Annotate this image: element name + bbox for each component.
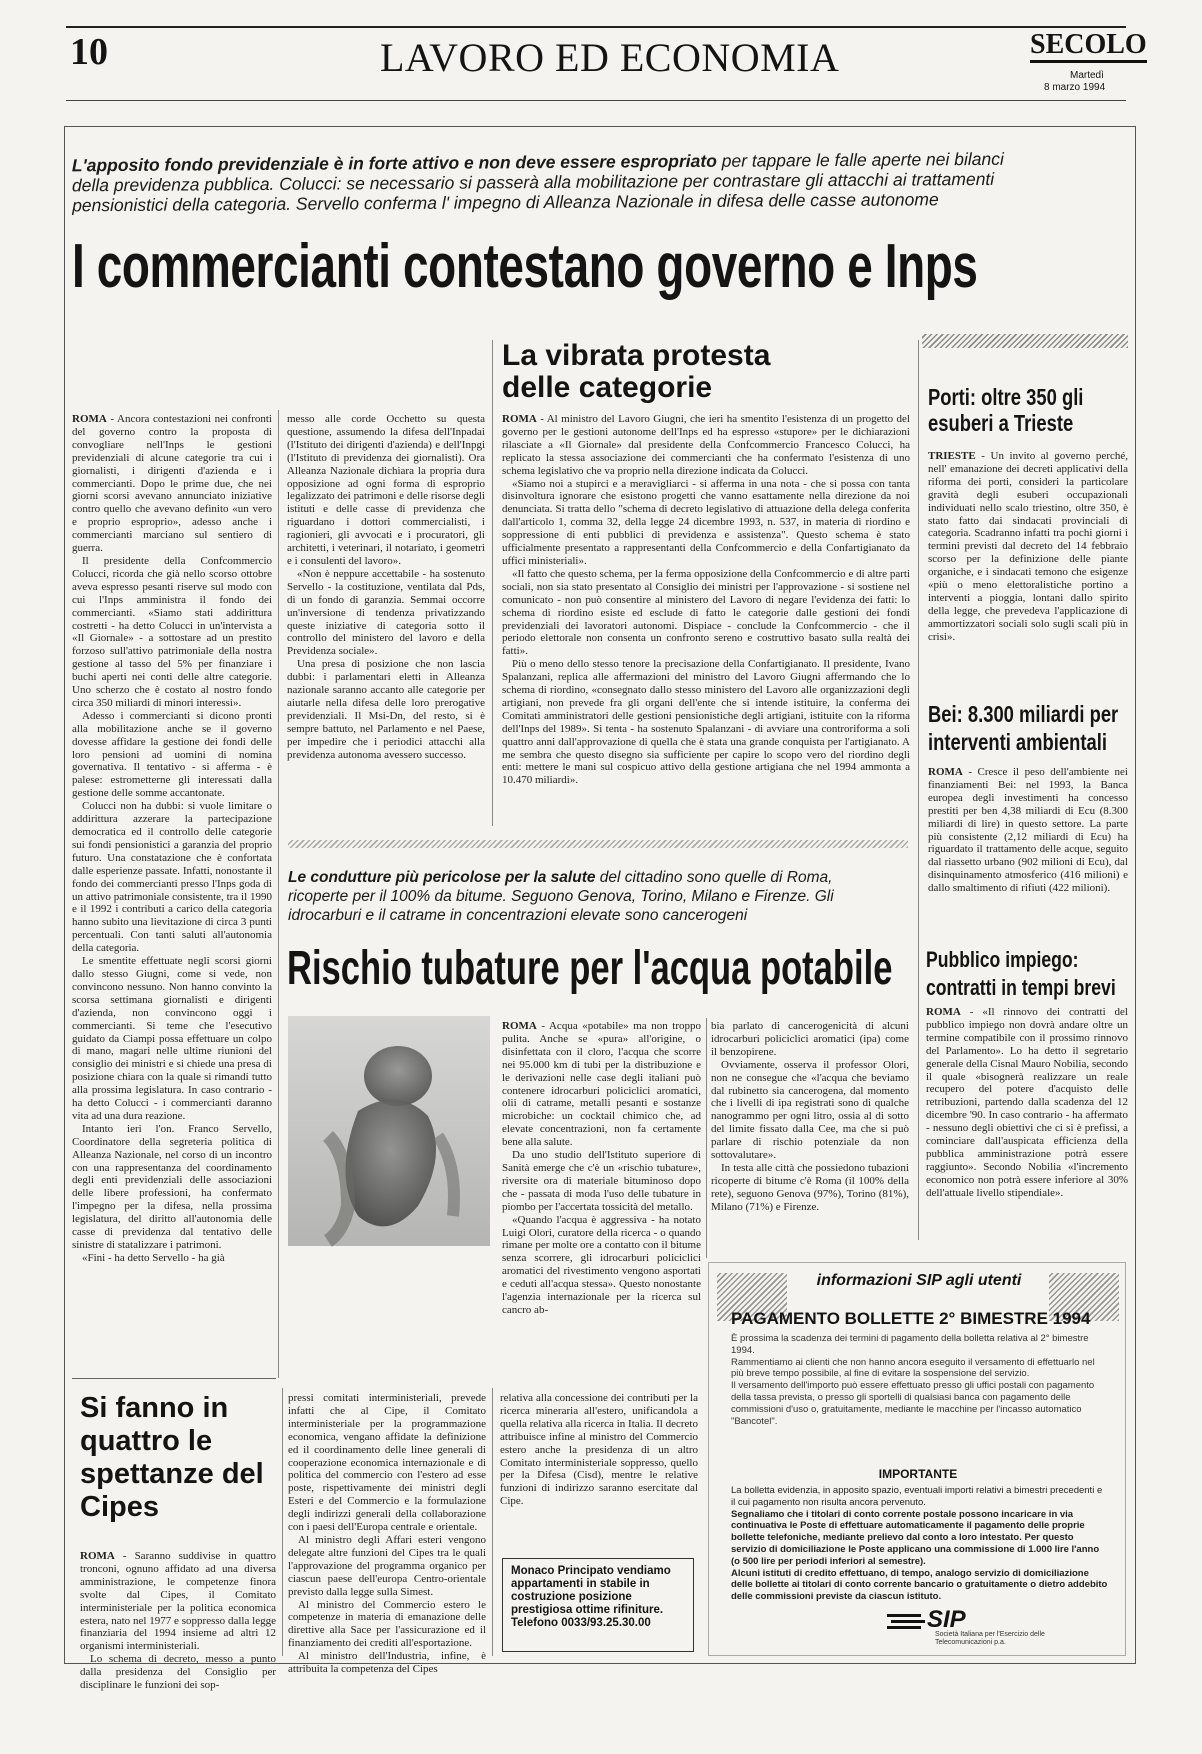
vibrata-body bbox=[502, 413, 910, 823]
tubature-para: ROMA - Acqua «potabile» ma non troppo pulita. Anche se «pura» all'origine, o disinfettata con il cloro, l'acqua che scorre nei 95.000 km di tubi per la distribuzione e le derivazioni nelle case degli italiani può contenere idrocarburi policiclici aromatici, olii di catrame, metalli pesanti e sostanze microbiche: un cocktail chimico che, ad elevate concentrazioni, non fa certamente bene alla salute. bbox=[502, 1020, 701, 1149]
lead-kicker-bold: L'apposito fondo previdenziale è in forte attivo e non deve essere espropriato bbox=[71, 150, 717, 176]
paper-logo: SECOLO bbox=[1030, 30, 1147, 63]
page-number: 10 bbox=[70, 31, 108, 73]
sidebar-rule bbox=[918, 340, 919, 1240]
porti-para: TRIESTE - Un invito al governo perché, nell' emanazione dei decreti applicativi della riforma dei porti, consideri la particolare gravità degli esuberi occupazionali individuati nello scalo triestino, oltre 350, è stato fatto dai sindacati provinciali di categoria. Scadranno infatti tra pochi giorni i termini previsti dal decreto del 14 febbraio scorso per la definizione delle piante organiche, e i sindacati temono che esigenze «più o meno elettoralistiche portino a interventi a pioggia, lontani dallo spirito della legge, che prevedeva l'applicazione di ammortizzatori sociali solo sugli scali più in crisi». bbox=[928, 450, 1128, 643]
vibrata-headline: La vibrata protesta delle categorie bbox=[502, 339, 771, 404]
sip-logo-caption: Società Italiana per l'Esercizio delle Telecomunicazioni p.a. bbox=[935, 1631, 1045, 1646]
bei-body bbox=[928, 766, 1128, 934]
issue-day: Martedì bbox=[1070, 70, 1104, 81]
lead-col1-para: «Fini - ha detto Servello - ha già bbox=[82, 1251, 225, 1264]
sip-important-para: Alcuni istituti di credito effettuano, di tempo, analogo servizio di domiciliazione delle bollette ai titolari di conto corrente bancario o gratuitamente o dietro addebito delle commissioni previste da ciascun istituto. bbox=[731, 1567, 1108, 1603]
vibrata-para: Più o meno dello stesso tenore la precisazione della Confartigianato. Il presidente, Ivano Spalanzani, replica alle affermazioni del ministro del Lavoro Giugni affermando che lo schema di riordino, «consegnato dallo stesso ministero del Lavoro alle organizzazioni degli artigiani, non prevede fra gli organi dell'ente che si intende istituire, la conferma dei Comitati amministratori delle gestioni pensionistiche degli artigiani, istituite con la riforma dell'Inps del 1989». Si tenta - ha sostenuto Spalanzani - di avviare una controriforma a soli quattro anni dall'approvazione di quella che è stata una grande conquista per l'artigianato. A me sembra che questo disegno sia sufficiente per capire lo scopo vero del riordino degli enti: mettere le mani sul cospicuo attivo della gestione artigiana che nel 1994 ammonta a 10.470 miliardi». bbox=[502, 658, 910, 787]
tubature-para: Ovviamente, osserva il professor Olori, non ne consegue che «l'acqua che beviamo dal rubinetto sia cancerogena, dal momento che i livelli di ipa registrati sono di qualche nanogrammo per ogni litro, ossia al di sotto del limite fissato dalla Cee, ma che si può parlare di rischio potenziale da non sottovalutare». bbox=[711, 1058, 909, 1162]
cipes-top-rule bbox=[72, 1378, 276, 1379]
masthead-rule-bottom bbox=[66, 100, 1126, 101]
column-rule bbox=[492, 1388, 493, 1656]
vibrata-para: «Il fatto che questo schema, per la ferma opposizione della Confcommercio e di altre parti sociali, non sia stato presentato al Consiglio dei ministri per l'approvazione - si sostiene nel comunicato - non può consentire al ministero del Lavoro di negare l'evidenza dei fatti: lo schema di riordino esiste ed esclude di fatto le categorie dalle gestioni dei fondi previdenziali dei lavoratori autonomi. Dispiace - conclude la Confcommercio - che il periodo elettorale non consenta un confronto sereno e costruttivo basato sulla realtà dei fatti». bbox=[502, 567, 910, 658]
bei-headline: Bei: 8.300 miliardi per interventi ambientali bbox=[928, 701, 1119, 755]
tubature-rule bbox=[288, 840, 908, 848]
sip-important-label: IMPORTANTE bbox=[878, 1467, 958, 1481]
cipes-para: Al ministro del Commercio estero le competenze in materia di emanazione delle direttive alla Sace per l'assicurazione ed il finanziamento dei crediti all'esportazione. bbox=[288, 1598, 486, 1650]
sip-banner: informazioni SIP agli utenti bbox=[816, 1272, 1022, 1289]
dateline: ROMA bbox=[72, 413, 107, 425]
lead-col1-para: Colucci non ha dubbi: si vuole limitare o addirittura azzerare la partecipazione democratica ed il controllo delle categorie sui fondi pensionistici a garanzia del proprio futuro. Una constatazione che è confortata dalle esperienze passate. Infatti, nonostante il fondo dei commercianti presso l'Inps goda di un attivo patrimoniale consistente, tra il 1990 e il 1992 i contributi a carico della categoria hanno subito una lievitazione di circa 3 punti percentuali. Con tanti saluti all'autonomia della categoria. bbox=[72, 800, 272, 955]
sip-important-para: Segnaliamo che i titolari di conto corrente postale possono incaricare in via continuativa le Poste di effettuare automaticamente il pagamento delle proprie bollette telefoniche, mediante prelievo dal conto a loro intestato. Per questo servizio di domiciliazione le Poste applicano una commissione di 1.000 lire l'anno (o 500 lire per periodi inferiori al semestre). bbox=[731, 1508, 1100, 1567]
sip-intro-para: È prossima la scadenza dei termini di pagamento della bolletta relativa al 2° bimestre 1994. bbox=[731, 1333, 1089, 1356]
tap-water-illustration bbox=[288, 1016, 490, 1246]
tubature-headline: Rischio tubature per l'acqua potabile bbox=[287, 942, 893, 995]
pubblico-headline: Pubblico impiego: contratti in tempi brevi bbox=[926, 947, 1116, 1000]
tubature-column-2 bbox=[711, 1020, 909, 1254]
cipes-para: Lo schema di decreto, messo a punto dalla presidenza del Consiglio per disciplinare le funzioni dei sop- bbox=[80, 1653, 276, 1692]
sip-intro bbox=[731, 1333, 1109, 1427]
sip-logo: SIP bbox=[927, 1606, 966, 1633]
porti-body bbox=[928, 450, 1128, 690]
cipes-para: pressi comitati interministeriali, prevede infatti che al Cipe, il Comitato interministeriale per la programmazione economica, vengano affidate la definizione ed il coordinamento delle linee generali di cooperazione economica internazionale e di politica del commercio con l'estero ad esse poste, rispettivamente dei ministri degli Esteri e del Commercio e la formulazione degli indirizzi generali della collaborazione con i paesi dell'Europa centrale e orientale. bbox=[288, 1392, 486, 1534]
cipes-para: Al ministro dell'Industria, infine, è attribuita la competenza del Cipes bbox=[288, 1650, 486, 1676]
sip-important bbox=[731, 1485, 1109, 1603]
cipes-para: Al ministro degli Affari esteri vengono delegate altre funzioni del Cipes tra le quali l'approvazione del programma organico per ciascun paese dell'europa Centro-orientale previsto dalla legge sulla Simest. bbox=[288, 1533, 486, 1598]
sip-important-para: La bolletta evidenzia, in apposito spazio, eventuali importi relativi a bimestri precedenti e il cui pagamento non risulta ancora pervenuto. bbox=[731, 1485, 1103, 1508]
lead-col2-para: messo alle corde Occhetto su questa questione, assumendo la difesa dell'Inpadai (l'Istituto dei dirigenti d'azienda) e dell'Inpgi (l'Istituto di previdenza dei giornalisti). Ora Alleanza Nazionale dichiara la propria dura opposizione ad ogni forma di esproprio legalizzato dei patrimoni e delle risorse degli istituti e delle casse di previdenza che riguardano i dottori commercialisti, i ragionieri, gli avvocati e i procuratori, gli architetti, i veterinari, il notariato, i geometri e i consulenti del lavoro». bbox=[287, 413, 485, 567]
sidebar-stripe bbox=[922, 334, 1128, 348]
tubature-column-1 bbox=[502, 1020, 701, 1374]
cipes-para: ROMA - Saranno suddivise in quattro tronconi, ognuno affidato ad una diversa amministrazione, le competenze finora svolte dal Cipes, il Comitato interministeriale per la politica economica estera, nato nel 1977 e soppresso dalla legge finanziaria del 1994 insieme ad altri 12 organismi interministeriali. bbox=[80, 1550, 276, 1653]
sip-intro-para: Il versamento dell'importo può essere effettuato presso gli uffici postali con pagamento della tassa prevista, o presso gli sportelli di qualsiasi banca con pagamento delle commissioni d'uso o, gratuitamente, mediante le macchine per l'incasso automatico "Bancotel". bbox=[731, 1380, 1095, 1427]
section-title: LAVORO ED ECONOMIA bbox=[380, 35, 840, 80]
monaco-ad-text: Monaco Principato vendiamo appartamenti in stabile in costruzione posizione prestigiosa ottime rifiniture. Telefono 0033/93.25.30.00 bbox=[511, 1565, 671, 1629]
masthead-rule bbox=[66, 26, 1126, 28]
lead-kicker bbox=[72, 149, 1022, 216]
lead-col1-para: ROMA - Ancora contestazioni nei confronti del governo contro la proposta di convogliare nell'Inps le gestioni previdenziali di alcune categorie tra cui i giornalisti, i dirigenti d'azienda e i commercianti. Dopo le prime due, che nei giorni scorsi avevano annunciato iniziative contro quello che avevano definito «un vero e proprio esproprio», adesso anche i commercianti marciano sul sentiero di guerra. bbox=[72, 413, 272, 555]
vibrata-para: ROMA - Al ministro del Lavoro Giugni, che ieri ha smentito l'esistenza di un progetto del governo per le gestioni autonome dell'Inps ed ha espresso «stupore» per le dichiarazioni rilasciate a «Il Giornale» dal presidente della Confcommercio Francesco Colucci, ha replicato la stessa associazione dei commercianti che ha confermato l'esistenza di uno schema legislativo che va proprio nella direzione indicata da Colucci. bbox=[502, 413, 910, 477]
vibrata-para: «Siamo noi a stupirci e a meravigliarci - si afferma in una nota - che si possa con tanta disinvoltura ignorare che esistono progetti che vanno esattamente nella direzione da noi denunciata. Si tratta dello "schema di decreto legislativo di attuazione della delega conferita dall'articolo 1, comma 32, della legge 24 dicembre 1993, n. 537, in materia di riordino e soppressione di enti pubblici di previdenza e assistenza". Questo schema è stato ufficialmente presentato a rappresentanti della Confcommercio e della Confartigianato da uffici ministeriali». bbox=[502, 477, 910, 567]
cipes-column-3 bbox=[500, 1392, 698, 1532]
bei-para: ROMA - Cresce il peso dell'ambiente nei finanziamenti Bei: nel 1993, la Banca europea degli investimenti ha concesso prestiti per ben 4,38 miliardi di Ecu (8.300 miliardi di lire) in questo settore. La parte più consistente (2,12 miliardi di Ecu) ha riguardato il trattamento delle acque, seguito dal riassetto urbano (902 milioni di Ecu), dal disinquinamento atmosferico (416 milioni) e dallo smaltimento di rifiuti (422 milioni). bbox=[928, 766, 1128, 895]
cipes-column-1 bbox=[80, 1550, 276, 1692]
sip-box bbox=[708, 1262, 1126, 1656]
lead-column-1 bbox=[72, 413, 272, 1375]
cipes-headline: Si fanno in quattro le spettanze del Cipes bbox=[80, 1392, 264, 1523]
tubature-para: Da uno studio dell'Istituto superiore di Sanità emerge che c'è un «rischio tubature», riversite ora di materiale bituminoso dopo che - passata di moda l'uso delle tubature in piombo per l'accertata tossicità del metallo. bbox=[502, 1149, 701, 1213]
monaco-ad bbox=[502, 1558, 694, 1652]
lead-col2-para: «Non è neppure accettabile - ha sostenuto Servello - la costituzione, ventilata dal Pds, di un fondo di garanzia. Semmai occorre un'inversione di tendenza privatizzando queste iniziative di categoria sotto il controllo del ministero del lavoro e della Previdenza sociale». bbox=[287, 567, 485, 658]
column-rule bbox=[282, 1388, 283, 1656]
issue-date: 8 marzo 1994 bbox=[1044, 82, 1106, 93]
tubature-para: bia parlato di cancerogenicità di alcuni idrocarburi policiclici aromatici (ipa) come il benzopirene. bbox=[711, 1020, 909, 1058]
pubblico-body bbox=[926, 1006, 1128, 1252]
tubature-photo bbox=[288, 1016, 490, 1246]
tubature-kicker: Le condutture più pericolose per la salute del cittadino sono quelle di Roma, ricoperte per il 100% da bitume. Seguono Genova, Torino, Milano e Firenze. Gli idrocarburi e il catrame in concentrazioni elevate sono cancerogeni bbox=[288, 869, 834, 924]
lead-headline: I commercianti contestano governo e Inps bbox=[72, 232, 978, 301]
lead-col1-para: Il presidente della Confcommercio Colucci, ricorda che già nello scorso ottobre aveva espresso pesanti riserve sul modo con cui l'Inps amministra il fondo dei commercianti. «Siamo stati addirittura costretti - ha detto Colucci in un'intervista a «Il Giornale» - a sottostare ad un prestito forzoso sull'attivo patrimoniale della nostra gestione al tasso del 5% per finanziare i buchi aperti nei conti delle altre categorie. Uno scherzo che è costato al nostro fondo circa 350 miliardi di minori interessi». bbox=[72, 554, 272, 709]
lead-col1-para: Adesso i commercianti si dicono pronti alla mobilitazione anche se il governo dovesse affidare la gestione dei fondi delle loro pensioni ad uomini di nomina governativa. Il tentativo - si afferma - è palese: estrometterne gli interessati dalla gestione delle somme accantonate. bbox=[72, 709, 272, 800]
column-rule bbox=[278, 410, 279, 1378]
porti-headline: Porti: oltre 350 gli esuberi a Trieste bbox=[928, 384, 1084, 436]
sip-intro-para: Rammentiamo ai clienti che non hanno ancora eseguito il versamento di effettuarlo nel più breve tempo possibile, al fine di evitare la sospensione del servizio. bbox=[731, 1356, 1095, 1380]
lead-column-2 bbox=[287, 413, 485, 823]
lead-kicker-rest: per tappare le falle aperte nei bilanci della previdenza pubblica. Colucci: se necessario si passerà alla mobilitazione per contrastare gli attacchi ai trattamenti pensionistici della categoria. Servello conferma l' impegno di Alleanza Nazionale in difesa delle casse autonome bbox=[71, 148, 1004, 216]
lead-col1-para: Le smentite effettuate negli scorsi giorni dallo stesso Giugni, come si vede, non convincono nessuno. Non hanno convinto la scorsa settimana giornalisti e dirigenti d'azienda, non convincono oggi i commercianti. Si teme che l'esecutivo guidato da Ciampi possa effettuare un colpo di mano, magari nelle ultime riunioni del consiglio dei ministri e si chiede una presa di posizione chiara con la quale si rimandi tutto alla prossima legislatura. In caso contrario - ha detto Colucci - i commercianti daranno vita ad una dura reazione. bbox=[72, 955, 272, 1122]
cipes-column-2 bbox=[288, 1392, 486, 1676]
column-rule bbox=[706, 1018, 707, 1258]
lead-col1-para: Intanto ieri l'on. Franco Servello, Coordinatore della segreteria politica di Alleanza Nazionale, nel corso di un incontro con una rappresentanza del coordinamento degli enti previdenziali delle associazioni delle libere professioni, ha confermato l'impegno per la difesa, nella prossima legislatura, del diritto all'autonomia delle casse di previdenza dal tentativo delle sinistre di statalizzare i patrimoni. bbox=[72, 1122, 272, 1251]
sip-logo-icon bbox=[887, 1611, 927, 1631]
column-rule bbox=[492, 340, 493, 826]
tubature-para: In testa alle città che possiedono tubazioni ricoperte di bitume c'è Roma (il 100% della rete), seguono Genova (97%), Torino (81%), Milano (71%) e Firenze. bbox=[711, 1161, 909, 1213]
pubblico-para: ROMA - «Il rinnovo dei contratti del pubblico impiego non dovrà andare oltre un termine compatibile con il prossimo rinnovo del Parlamento». Lo ha detto il segretario generale della Cisnal Mauro Nobilia, secondo il quale «bisognerà realizzare un reale recupero del potere d'acquisto delle retribuzioni, partendo dalla scadenza del 12 dicembre '90. In caso contrario - ha affermato - nessuno degli obiettivi che ci si è prefissi, a cominciare dall'auspicata efficienza della pubblica amministrazione potrà essere raggiunto». Secondo Nobilia «l'incremento economico non potrà essere inferiore al 30% dell'attuale livello stipendiale». bbox=[926, 1006, 1128, 1199]
tubature-para: «Quando l'acqua è aggressiva - ha notato Luigi Olori, curatore della ricerca - o quando rimane per molte ore a contatto con il bitume senza scorrere, gli idrocarburi policiclici aromatici del rivestimento vengono asportati e ceduti all'acqua stessa». Questo nonostante l'agenzia internazionale per la ricerca sul cancro ab- bbox=[502, 1213, 701, 1316]
sip-title: PAGAMENTO BOLLETTE 2° BIMESTRE 1994 bbox=[731, 1309, 1091, 1328]
cipes-para: relativa alla concessione dei contributi per la ricerca mineraria all'estero, unificandola a quella relativa alla ricerca in Italia. Il decreto attribuisce infine al ministro del Commercio estero anche la presidenza di un altro Comitato interministeriale soppresso, quello per la Difesa (Cisd), mentre le relative funzioni di indirizzo saranno esercitate dal Cipe. bbox=[500, 1392, 698, 1508]
lead-col2-para: Una presa di posizione che non lascia dubbi: i parlamentari eletti in Alleanza nazionale saranno accanto alle categorie per aiutarle nella difesa delle loro prerogative previdenziali. Il Msi-Dn, del resto, si è sempre battuto, nel Parlamento e nel Paese, per impedire che i periodici attacchi alla previdenza autonoma avessero successo. bbox=[287, 658, 485, 761]
